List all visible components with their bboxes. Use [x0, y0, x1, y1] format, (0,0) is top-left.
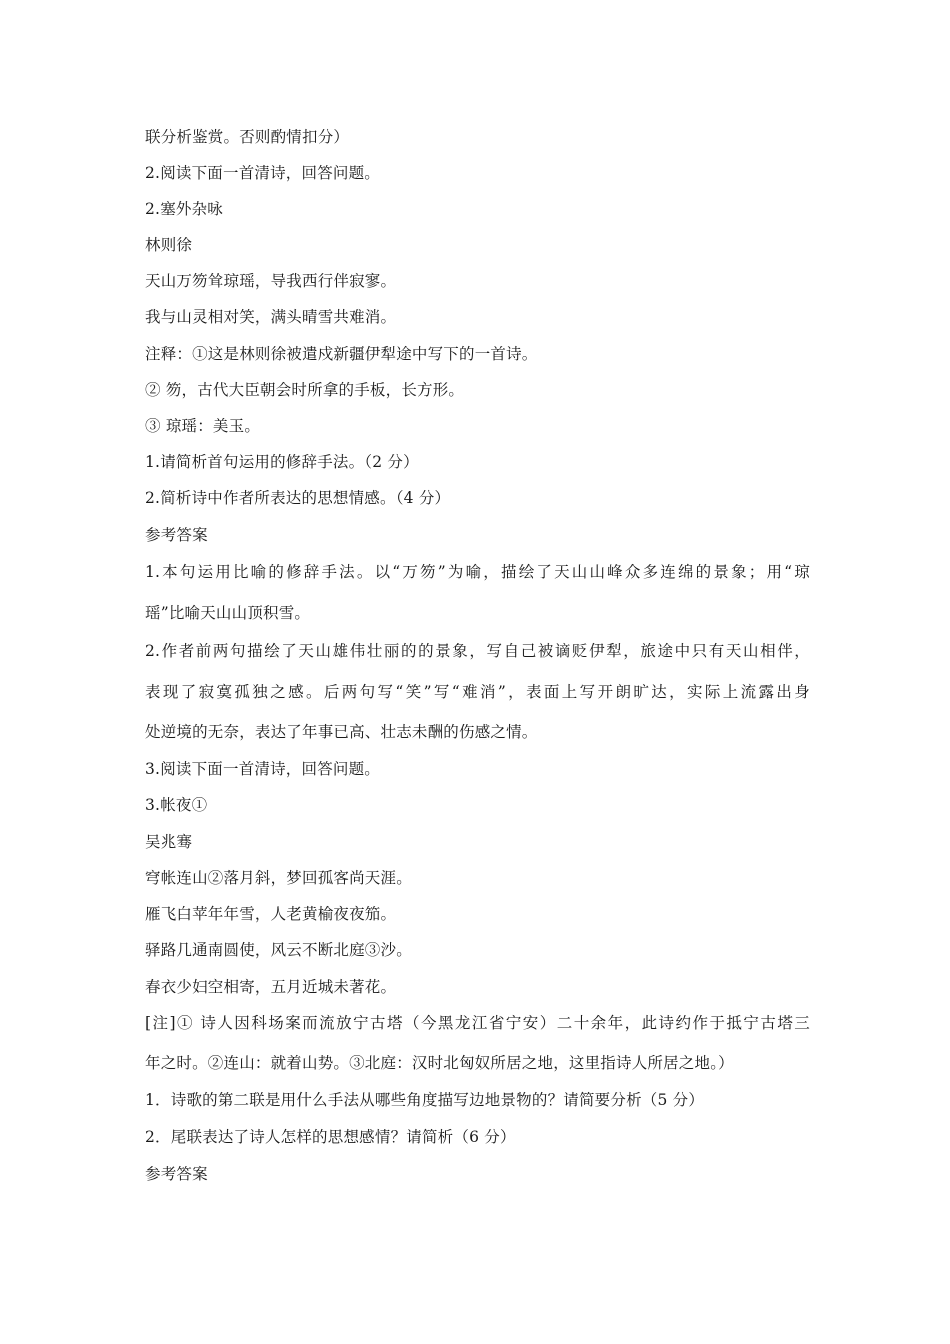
poem-2-answer-2-line-2: 表现了寂寞孤独之感。后两句写“笑”写“难消”，表面上写开朗旷达，实际上流露出身 — [145, 683, 810, 701]
question-3-heading: 3.阅读下面一首清诗，回答问题。 — [145, 760, 380, 778]
poem-3-line-3: 驿路几通南圆使，风云不断北庭③沙。 — [145, 941, 412, 959]
poem-2-answer-1-line-2: 瑶”比喻天山山顶积雪。 — [145, 604, 311, 622]
poem-3-line-2: 雁飞白苹年年雪，人老黄榆夜夜笳。 — [145, 905, 397, 923]
poem-3-title: 3.帐夜① — [145, 796, 208, 814]
text-line-intro-end: 联分析鉴赏。否则酌情扣分） — [145, 128, 350, 146]
poem-3-line-1: 穹帐连山②落月斜，梦回孤客尚天涯。 — [145, 869, 412, 887]
poem-2-answer-heading: 参考答案 — [145, 526, 208, 544]
poem-2-title: 2.塞外杂咏 — [145, 200, 223, 218]
poem-3-question-1: 1．诗歌的第二联是用什么手法从哪些角度描写边地景物的？请简要分析（5 分） — [145, 1091, 705, 1109]
poem-2-question-1: 1.请简析首句运用的修辞手法。（2 分） — [145, 453, 419, 471]
poem-3-note-line-2: 年之时。②连山：就着山势。③北庭：汉时北匈奴所居之地，这里指诗人所居之地。） — [145, 1054, 734, 1072]
poem-2-answer-1-line-1: 1.本句运用比喻的修辞手法。以“万笏”为喻，描绘了天山山峰众多连绵的景象；用“琼 — [145, 563, 810, 581]
poem-2-author: 林则徐 — [145, 236, 193, 254]
question-2-heading: 2.阅读下面一首清诗，回答问题。 — [145, 164, 380, 182]
poem-2-note-3: ③ 琼瑶：美玉。 — [145, 417, 261, 435]
poem-2-question-2: 2.简析诗中作者所表达的思想情感。（4 分） — [145, 489, 451, 507]
poem-2-note-1: 注释：①这是林则徐被遣戍新疆伊犁途中写下的一首诗。 — [145, 345, 538, 363]
poem-2-answer-2-line-3: 处逆境的无奈，表达了年事已高、壮志未酬的伤感之情。 — [145, 723, 538, 741]
poem-3-note-line-1: [注]① 诗人因科场案而流放宁古塔（今黑龙江省宁安）二十余年，此诗约作于抵宁古塔三 — [145, 1014, 810, 1032]
poem-2-note-2: ② 笏，古代大臣朝会时所拿的手板，长方形。 — [145, 381, 465, 399]
poem-2-answer-2-line-1: 2.作者前两句描绘了天山雄伟壮丽的的景象，写自己被谪贬伊犁，旅途中只有天山相伴， — [145, 642, 810, 660]
poem-3-question-2: 2．尾联表达了诗人怎样的思想感情？请简析（6 分） — [145, 1128, 516, 1146]
poem-3-answer-heading: 参考答案 — [145, 1165, 208, 1183]
poem-3-author: 吴兆骞 — [145, 833, 193, 851]
poem-2-line-2: 我与山灵相对笑，满头晴雪共难消。 — [145, 308, 397, 326]
poem-3-line-4: 春衣少妇空相寄，五月近城未著花。 — [145, 978, 397, 996]
poem-2-line-1: 天山万笏耸琼瑶，导我西行伴寂寥。 — [145, 272, 397, 290]
